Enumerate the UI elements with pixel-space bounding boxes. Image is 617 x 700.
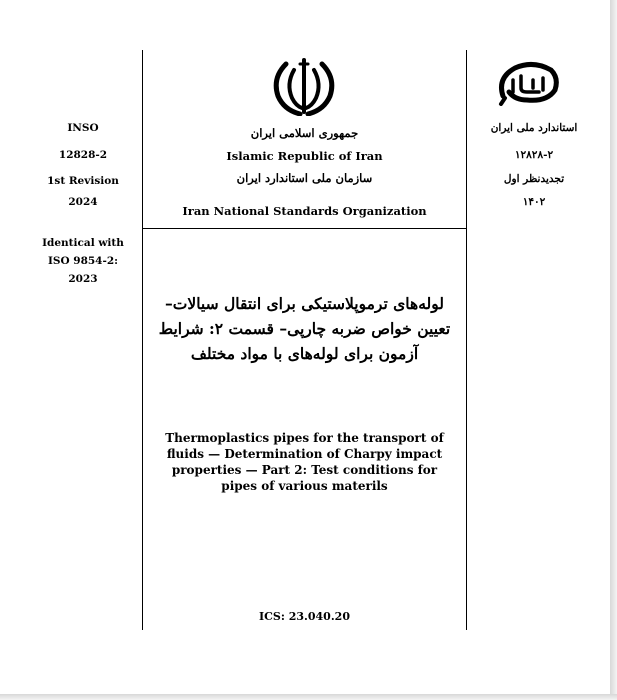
- isiri-logo-icon: [493, 58, 565, 106]
- country-name-en: Islamic Republic of Iran: [226, 149, 383, 163]
- inso-label: INSO: [67, 122, 99, 134]
- ics-code: ICS: 23.040.20: [259, 610, 350, 623]
- inso-revision: 1st Revision: [47, 175, 119, 187]
- standard-label-fa: استاندارد ملی ایران: [490, 122, 578, 134]
- org-name-fa: سازمان ملی استاندارد ایران: [236, 171, 373, 185]
- country-name-fa: جمهوری اسلامی ایران: [250, 126, 359, 140]
- title-en-line: pipes of various materils: [221, 479, 388, 493]
- inso-number: 12828-2: [58, 149, 108, 161]
- title-fa-line: آزمون برای لوله‌های با مواد مختلف: [190, 344, 419, 363]
- header-divider: [143, 228, 466, 229]
- year-fa: ۱۴۰۲: [522, 196, 546, 208]
- page-shadow: [610, 0, 617, 700]
- iran-emblem-icon: [270, 56, 338, 116]
- title-fa: [143, 291, 466, 366]
- org-name-en: Iran National Standards Organization: [182, 204, 427, 218]
- identical-line: 2023: [68, 273, 98, 285]
- identical-line: Identical with: [42, 237, 124, 249]
- right-divider: [466, 50, 467, 630]
- title-en-line: Thermoplastics pipes for the transport of: [165, 431, 444, 445]
- title-en-line: fluids — Determination of Charpy impact: [166, 447, 443, 461]
- inso-year: 2024: [68, 196, 98, 208]
- title-fa-line: لوله‌های ترموپلاستیکی برای انتقال سیالات–: [165, 294, 444, 313]
- title-en: [143, 430, 466, 494]
- identical-line: ISO 9854-2:: [47, 255, 119, 267]
- revision-fa: تجدیدنظر اول: [503, 173, 565, 185]
- title-fa-line: تعیین خواص ضربه چارپی– قسمت ۲: شرایط: [158, 319, 451, 338]
- standard-number-fa: ۱۲۸۲۸-۲: [514, 149, 554, 161]
- page-shadow: [0, 694, 617, 700]
- title-en-line: properties — Part 2: Test conditions for: [171, 463, 438, 477]
